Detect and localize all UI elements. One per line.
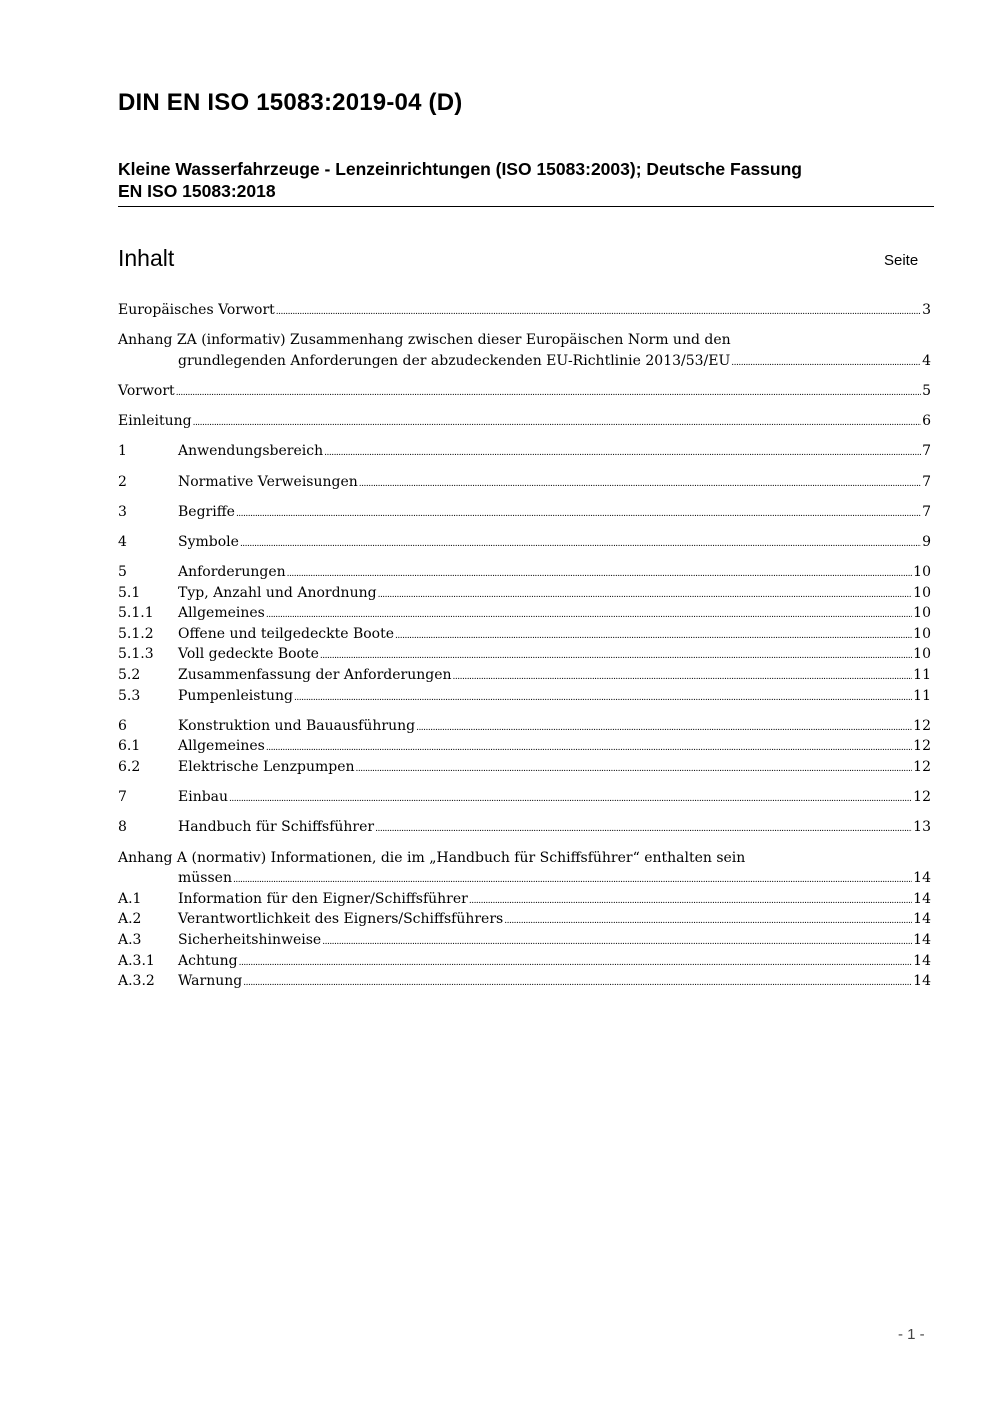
toc-entry-4[interactable]	[118, 532, 931, 553]
toc-entry-number: 6.1	[118, 738, 141, 755]
toc-entry-anhang-a[interactable]	[118, 848, 931, 889]
toc-entry-number: A.2	[118, 911, 142, 928]
toc-entry-5[interactable]	[118, 562, 931, 583]
toc-entry-title: Symbole	[178, 533, 239, 550]
toc-entry-2[interactable]	[118, 472, 931, 493]
leader-dots	[322, 932, 912, 953]
leader-dots	[240, 534, 921, 555]
leader-dots	[504, 911, 912, 932]
toc-entry-title-continued: müssen	[178, 870, 232, 887]
toc-entry-page: 7	[922, 473, 931, 490]
toc-entry-number: 7	[118, 789, 127, 806]
toc-entry-title: Vorwort	[118, 382, 175, 399]
toc-entry-5-1-2[interactable]	[118, 624, 931, 645]
subtitle-line-1: Kleine Wasserfahrzeuge - Lenzeinrichtungen (ISO 15083:2003); Deutsche Fassung	[118, 159, 802, 179]
toc-entry-a-3[interactable]	[118, 930, 931, 951]
toc-entry-title: Begriffe	[178, 503, 235, 520]
leader-dots	[276, 302, 921, 323]
toc-entry-title: Information für den Eigner/Schiffsführer	[178, 890, 468, 907]
toc-entry-title: Europäisches Vorwort	[118, 302, 275, 318]
leader-dots	[287, 564, 913, 585]
toc-entry-title: Achtung	[178, 952, 238, 969]
toc-entry-1[interactable]	[118, 441, 931, 462]
toc-entry-title: Offene und teilgedeckte Boote	[178, 625, 395, 642]
leader-dots	[266, 738, 912, 759]
toc-entry-page: 12	[913, 738, 931, 755]
toc-entry-5-1-3[interactable]	[118, 644, 931, 665]
toc-entry-3[interactable]	[118, 502, 931, 523]
toc-entry-title: Warnung	[178, 973, 243, 990]
page-column-label: Seite	[884, 252, 919, 269]
toc-entry-title: Sicherheitshinweise	[178, 931, 322, 948]
toc-entry-page: 14	[913, 890, 931, 907]
toc-entry-page: 10	[913, 625, 931, 642]
leader-dots	[229, 789, 912, 810]
toc-entry-a-3-1[interactable]	[118, 951, 931, 972]
toc-entry-number: 5	[118, 564, 127, 581]
leader-dots	[176, 383, 921, 404]
toc-heading: Inhalt	[118, 245, 175, 271]
toc-entry-page: 14	[913, 973, 931, 990]
toc-entry-number: A.3.2	[118, 973, 155, 990]
toc-entry-title: Elektrische Lenzpumpen	[178, 759, 355, 776]
document-subtitle	[118, 158, 933, 202]
leader-dots	[243, 973, 912, 994]
toc-entry-europaeisches-vorwort[interactable]	[118, 300, 931, 321]
toc-entry-a-3-2[interactable]	[118, 971, 931, 992]
toc-entry-number: 5.1	[118, 584, 141, 601]
toc-entry-title: Zusammenfassung der Anforderungen	[178, 667, 452, 684]
toc-entry-number: 4	[118, 533, 127, 550]
toc-entry-title: Einbau	[178, 789, 229, 806]
toc-entry-title: Handbuch für Schiffsführer	[178, 819, 375, 836]
toc-entry-number: A.3.1	[118, 952, 155, 969]
toc-entry-title: Normative Verweisungen	[178, 473, 358, 490]
toc-entry-7[interactable]	[118, 787, 931, 808]
toc-entry-page: 6	[922, 413, 931, 430]
toc-entry-5-1-1[interactable]	[118, 603, 931, 624]
toc-entry-number: 5.1.2	[118, 625, 154, 642]
toc-entry-title: Anwendungsbereich	[178, 443, 324, 460]
toc-entry-title: Pumpenleistung	[178, 687, 294, 704]
toc-entry-number: A.3	[118, 931, 142, 948]
toc-entry-page: 9	[922, 533, 931, 550]
leader-dots	[356, 759, 913, 780]
toc-entry-5-2[interactable]	[118, 665, 931, 686]
toc-entry-page: 10	[913, 605, 931, 622]
toc-entry-number: 1	[118, 443, 127, 460]
leader-dots	[453, 667, 913, 688]
toc-entry-5-1[interactable]	[118, 583, 931, 604]
toc-entry-6-2[interactable]	[118, 757, 931, 778]
toc-entry-title: Verantwortlichkeit des Eigners/Schiffsführers	[178, 911, 504, 928]
toc-entry-page: 14	[913, 931, 931, 948]
toc-entry-number: 5.2	[118, 667, 141, 684]
document-title: DIN EN ISO 15083:2019-04 (D)	[118, 89, 463, 116]
toc-entry-page: 7	[922, 443, 931, 460]
toc-entry-page: 10	[913, 584, 931, 601]
subtitle-line-2: EN ISO 15083:2018	[118, 181, 276, 201]
toc-entry-title-continued: grundlegenden Anforderungen der abzudeckenden EU-Richtlinie 2013/53/EU	[178, 352, 731, 369]
toc-entry-title: Voll gedeckte Boote	[178, 646, 319, 663]
leader-dots	[731, 353, 921, 374]
toc-entry-page: 4	[922, 352, 931, 369]
page-number: - 1 -	[898, 1326, 925, 1343]
toc-entry-vorwort[interactable]	[118, 381, 931, 402]
toc-entry-page: 13	[913, 819, 931, 836]
toc-entry-number: 2	[118, 473, 127, 490]
toc-entry-page: 12	[913, 789, 931, 806]
toc-entry-page: 7	[922, 503, 931, 520]
toc-entry-page: 12	[913, 759, 931, 776]
toc-entry-page: 14	[913, 952, 931, 969]
toc-entry-8[interactable]	[118, 817, 931, 838]
leader-dots	[193, 413, 922, 434]
toc-entry-page: 12	[913, 717, 931, 734]
toc-entry-title: Allgemeines	[178, 605, 265, 622]
leader-dots	[266, 605, 912, 626]
toc-entry-title: Allgemeines	[178, 738, 265, 755]
leader-dots	[378, 585, 913, 606]
toc-entry-page: 11	[913, 667, 931, 684]
toc-entry-title: Anhang A (normativ) Informationen, die im „Handbuch für Schiffsführer“ enthalten sein	[118, 849, 746, 866]
toc-entry-anhang-za[interactable]	[118, 330, 931, 371]
toc-entry-page: 11	[913, 687, 931, 704]
leader-dots	[233, 870, 912, 891]
toc-entry-number: A.1	[118, 890, 142, 907]
toc-entry-number: 5.1.1	[118, 605, 154, 622]
leader-dots	[239, 953, 913, 974]
toc-entry-page: 5	[922, 382, 931, 399]
leader-dots	[320, 646, 912, 667]
toc-entry-5-3[interactable]	[118, 686, 931, 707]
toc-entry-page: 10	[913, 646, 931, 663]
toc-entry-page: 3	[922, 302, 931, 318]
toc-entry-title: Einleitung	[118, 413, 192, 430]
toc-entry-number: 8	[118, 819, 127, 836]
toc-entry-6-1[interactable]	[118, 736, 931, 757]
leader-dots	[416, 718, 912, 739]
toc-entry-a-1[interactable]	[118, 889, 931, 910]
leader-dots	[469, 891, 912, 912]
toc-entry-title: Anhang ZA (informativ) Zusammenhang zwischen dieser Europäischen Norm und den	[118, 332, 731, 349]
leader-dots	[324, 443, 921, 464]
toc-entry-number: 6	[118, 717, 127, 734]
toc-entry-page: 10	[913, 564, 931, 581]
leader-dots	[395, 626, 912, 647]
toc-entry-number: 3	[118, 503, 127, 520]
toc-entry-page: 14	[913, 911, 931, 928]
toc-entry-6[interactable]	[118, 716, 931, 737]
toc-entry-number: 5.1.3	[118, 646, 154, 663]
toc-entry-title: Anforderungen	[178, 564, 286, 581]
toc-entry-number: 6.2	[118, 759, 141, 776]
table-of-contents	[118, 300, 931, 992]
leader-dots	[359, 474, 921, 495]
title-divider	[118, 206, 934, 207]
toc-entry-title: Konstruktion und Bauausführung	[178, 717, 416, 734]
toc-entry-number: 5.3	[118, 687, 141, 704]
toc-entry-page: 14	[913, 870, 931, 887]
toc-entry-title: Typ, Anzahl und Anordnung	[178, 584, 377, 601]
toc-entry-a-2[interactable]	[118, 909, 931, 930]
toc-entry-einleitung[interactable]	[118, 411, 931, 432]
leader-dots	[294, 688, 912, 709]
leader-dots	[236, 504, 921, 525]
leader-dots	[375, 819, 912, 840]
